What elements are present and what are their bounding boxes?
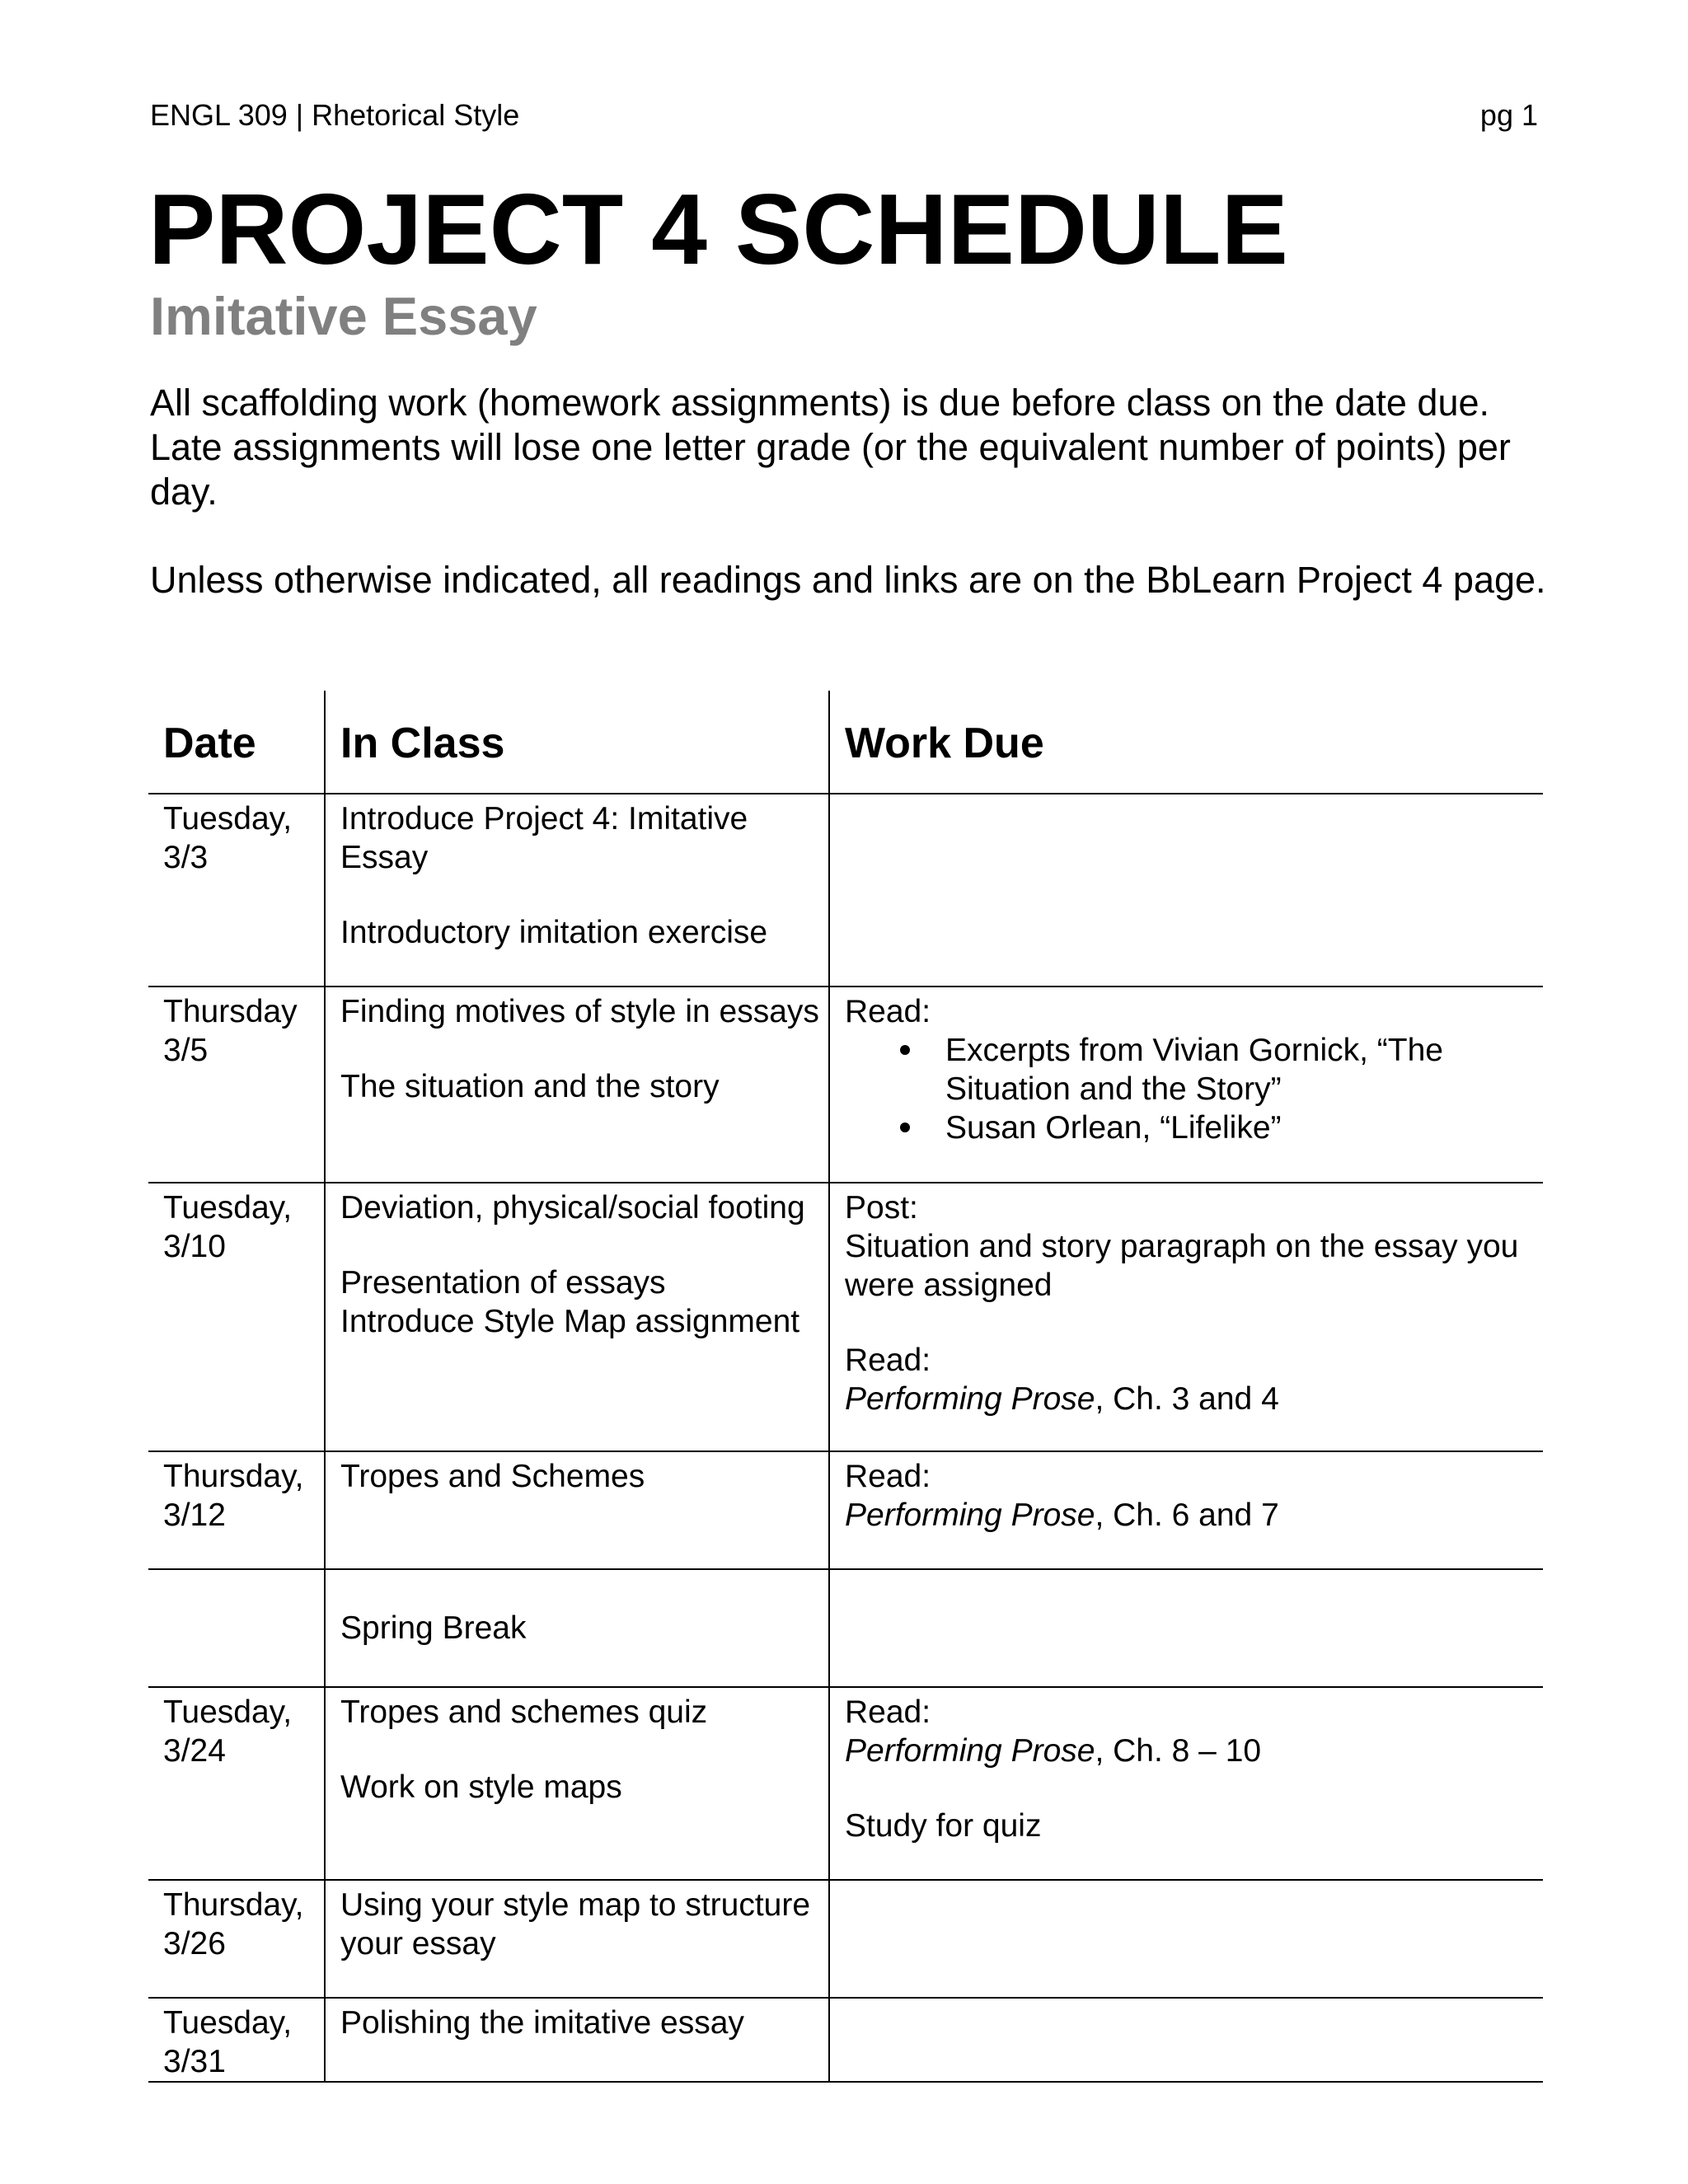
book-title: Performing Prose <box>845 1733 1095 1769</box>
in-class-cell <box>325 1998 829 2082</box>
chapters-text: , Ch. 3 and 4 <box>1095 1381 1279 1417</box>
work-due-cell <box>829 1451 1543 1569</box>
date-cell <box>148 1569 325 1687</box>
page-title: PROJECT 4 SCHEDULE <box>148 173 1288 285</box>
in-class-text: Introduce Project 4: Imitative Essay <box>340 801 748 875</box>
page-number: pg 1 <box>1479 98 1538 132</box>
reading-list-item: Susan Orlean, “Lifelike” <box>945 1108 1543 1147</box>
in-class-text: Deviation, physical/social footing <box>340 1190 805 1226</box>
table-header-row <box>148 691 1543 794</box>
schedule-table <box>148 691 1543 2083</box>
reading-list <box>845 1031 1543 1147</box>
in-class-text: The situation and the story <box>340 1069 720 1104</box>
table-row <box>148 987 1543 1183</box>
readings-note-paragraph: Unless otherwise indicated, all readings and links are on the BbLearn Project 4 page. <box>150 559 1546 601</box>
column-header-date: Date <box>148 691 325 794</box>
work-due-cell <box>829 1880 1543 1998</box>
in-class-text: Using your style map to structure your essay <box>340 1887 811 1961</box>
table-row <box>148 1451 1543 1569</box>
read-label: Read: <box>845 1694 931 1730</box>
read-label: Read: <box>845 994 931 1029</box>
date-cell <box>148 1183 325 1451</box>
reading-reference <box>845 1732 1543 1770</box>
in-class-text: Introductory imitation exercise <box>340 915 768 950</box>
date-cell <box>148 794 325 987</box>
table-row <box>148 794 1543 987</box>
date-cell <box>148 1880 325 1998</box>
date-cell <box>148 1451 325 1569</box>
in-class-text: Polishing the imitative essay <box>340 2005 744 2041</box>
in-class-text: Presentation of essays <box>340 1265 666 1301</box>
table-row <box>148 1183 1543 1451</box>
chapters-text: , Ch. 6 and 7 <box>1095 1497 1279 1533</box>
date-text: Tuesday, 3/31 <box>163 2005 293 2079</box>
in-class-text: Finding motives of style in essays <box>340 994 819 1029</box>
in-class-cell <box>325 1569 829 1687</box>
post-text: Situation and story paragraph on the essay you were assigned <box>845 1229 1519 1303</box>
in-class-text: Tropes and schemes quiz <box>340 1694 708 1730</box>
date-cell <box>148 1998 325 2082</box>
date-cell <box>148 987 325 1183</box>
read-label: Read: <box>845 1459 931 1494</box>
course-header: ENGL 309 | Rhetorical Style <box>150 98 520 132</box>
date-text: Thursday, 3/26 <box>163 1887 304 1961</box>
date-text: Tuesday, 3/10 <box>163 1190 293 1264</box>
work-due-cell <box>829 1183 1543 1451</box>
work-due-cell <box>829 1687 1543 1880</box>
in-class-cell <box>325 794 829 987</box>
work-due-cell <box>829 987 1543 1183</box>
table-row <box>148 1998 1543 2082</box>
in-class-cell <box>325 987 829 1183</box>
book-title: Performing Prose <box>845 1497 1095 1533</box>
read-label: Read: <box>845 1343 931 1378</box>
column-header-work-due: Work Due <box>829 691 1543 794</box>
reading-reference <box>845 1380 1543 1418</box>
date-cell <box>148 1687 325 1880</box>
column-header-in-class: In Class <box>325 691 829 794</box>
date-text: Thursday, 3/12 <box>163 1459 304 1533</box>
date-text: Tuesday, 3/24 <box>163 1694 293 1769</box>
work-due-cell <box>829 1998 1543 2082</box>
work-due-cell <box>829 794 1543 987</box>
book-title: Performing Prose <box>845 1381 1095 1417</box>
in-class-text: Work on style maps <box>340 1769 622 1805</box>
in-class-cell <box>325 1451 829 1569</box>
reading-reference <box>845 1496 1543 1535</box>
in-class-text: Spring Break <box>340 1610 527 1646</box>
study-note: Study for quiz <box>845 1808 1042 1844</box>
date-text: Tuesday, 3/3 <box>163 801 293 875</box>
in-class-text: Introduce Style Map assignment <box>340 1304 800 1339</box>
in-class-cell <box>325 1687 829 1880</box>
table-row <box>148 1880 1543 1998</box>
chapters-text: , Ch. 8 – 10 <box>1095 1733 1262 1769</box>
page-subtitle: Imitative Essay <box>150 286 537 346</box>
in-class-cell <box>325 1880 829 1998</box>
work-due-cell <box>829 1569 1543 1687</box>
date-text: Thursday 3/5 <box>163 994 298 1068</box>
table-row <box>148 1569 1543 1687</box>
reading-list-item: Excerpts from Vivian Gornick, “The Situation and the Story” <box>945 1031 1543 1108</box>
table-row <box>148 1687 1543 1880</box>
late-policy-paragraph: All scaffolding work (homework assignments) is due before class on the date due. Late assignments will lose one letter grade (or the equivalent number of points) per day. <box>150 382 1511 513</box>
in-class-text: Tropes and Schemes <box>340 1459 645 1494</box>
in-class-cell <box>325 1183 829 1451</box>
post-label: Post: <box>845 1190 918 1226</box>
